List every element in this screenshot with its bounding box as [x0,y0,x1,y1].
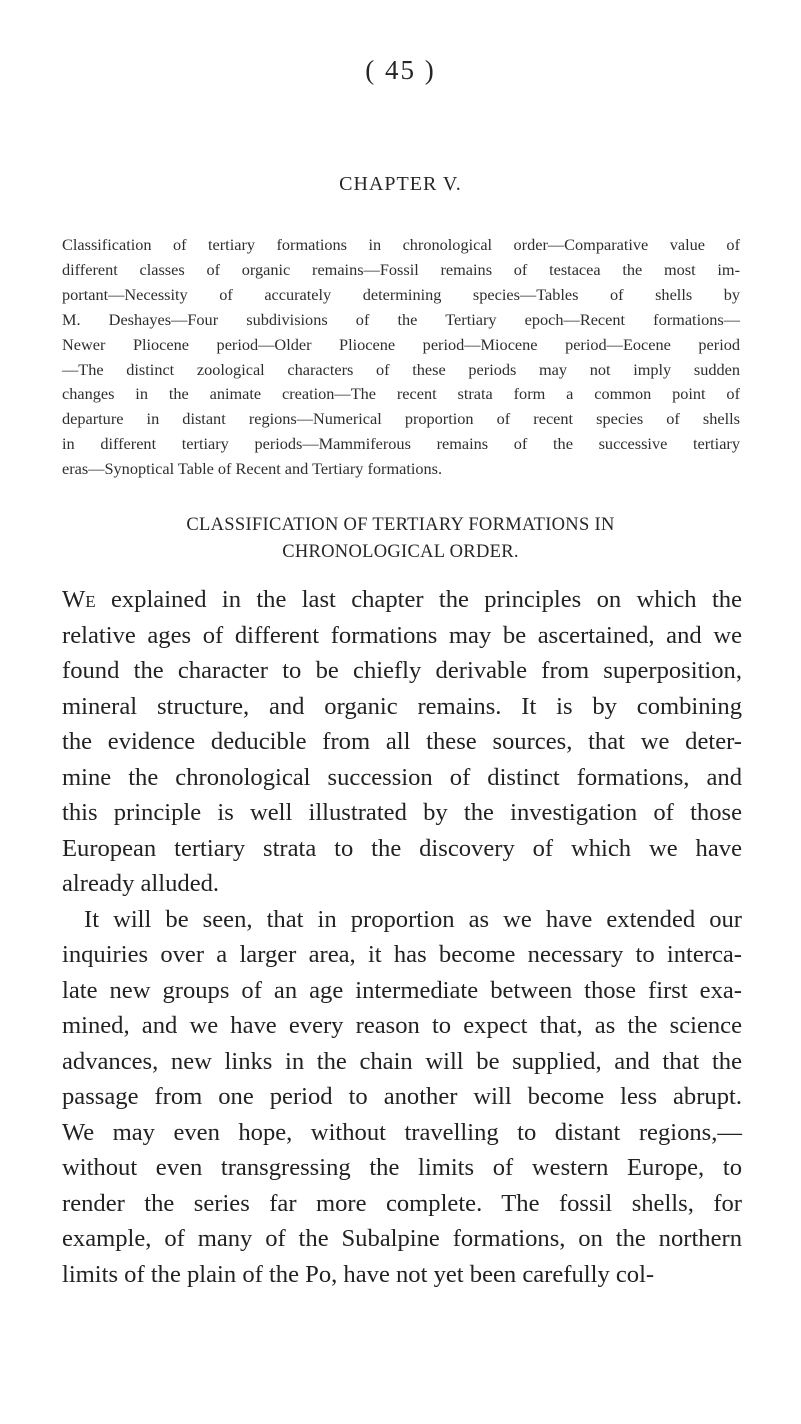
body-line: render the series far more complete. The fossil shells, for [62,1189,742,1217]
drop-word: We [62,586,96,613]
chapter-synopsis [62,233,740,482]
page-number: ( 45 ) [365,55,436,85]
body-line: this principle is well illustrated by the investigation of those [62,799,742,826]
first-line-rest: explained in the last chapter the principles on which the [95,586,742,613]
body-text [62,582,742,1292]
body-line: mineral structure, and organic remains. It is by combining [62,692,742,720]
section-heading-line: CHRONOLOGICAL ORDER. [282,542,519,562]
synopsis-line: —The distinct zoological characters of these periods may not imply sudden [62,359,740,379]
body-line: It will be seen, that in proportion as we have extended our [84,905,742,933]
body-line: late new groups of an age intermediate between those first exa- [62,976,742,1004]
synopsis-line: different classes of organic remains—Fossil remains of testacea the most im- [62,259,740,279]
paragraph-first-line [62,582,742,618]
body-line: mined, and we have every reason to expect that, as the science [62,1012,742,1039]
body-line: the evidence deducible from all these sources, that we deter- [62,728,742,755]
body-line: without even transgressing the limits of western Europe, to [62,1154,742,1181]
synopsis-line: portant—Necessity of accurately determining species—Tables of shells by [62,284,740,304]
body-line: already alluded. [62,870,220,897]
synopsis-line: eras—Synoptical Table of Recent and Tertiary formations. [62,459,443,479]
chapter-heading: CHAPTER V. [339,173,462,195]
synopsis-line: Classification of tertiary formations in chronological order—Comparative value of [62,235,740,254]
body-line: advances, new links in the chain will be supplied, and that the [62,1047,742,1075]
body-line: We may even hope, without travelling to distant regions,— [62,1118,742,1146]
body-line: relative ages of different formations may be ascertained, and we [62,621,742,649]
body-line: European tertiary strata to the discovery of which we have [62,834,742,862]
synopsis-line: Newer Pliocene period—Older Pliocene period—Miocene period—Eocene period [62,334,740,354]
body-line: inquiries over a larger area, it has become necessary to interca- [62,941,742,968]
synopsis-line: changes in the animate creation—The recent strata form a common point of [62,384,740,404]
body-line: example, of many of the Subalpine formations, on the northern [62,1225,742,1252]
body-line: limits of the plain of the Po, have not yet been carefully col- [62,1260,655,1288]
body-line: mine the chronological succession of distinct formations, and [62,763,742,791]
synopsis-line: departure in distant regions—Numerical proportion of recent species of shells [62,409,740,429]
section-heading [0,512,801,566]
synopsis-line: M. Deshayes—Four subdivisions of the Tertiary epoch—Recent formations— [62,309,740,329]
body-line: passage from one period to another will become less abrupt. [62,1083,742,1110]
section-heading-line: CLASSIFICATION OF TERTIARY FORMATIONS IN [186,515,615,535]
body-line: found the character to be chiefly derivable from superposition, [62,657,742,684]
synopsis-line: in different tertiary periods—Mammiferous remains of the successive tertiary [62,434,740,454]
